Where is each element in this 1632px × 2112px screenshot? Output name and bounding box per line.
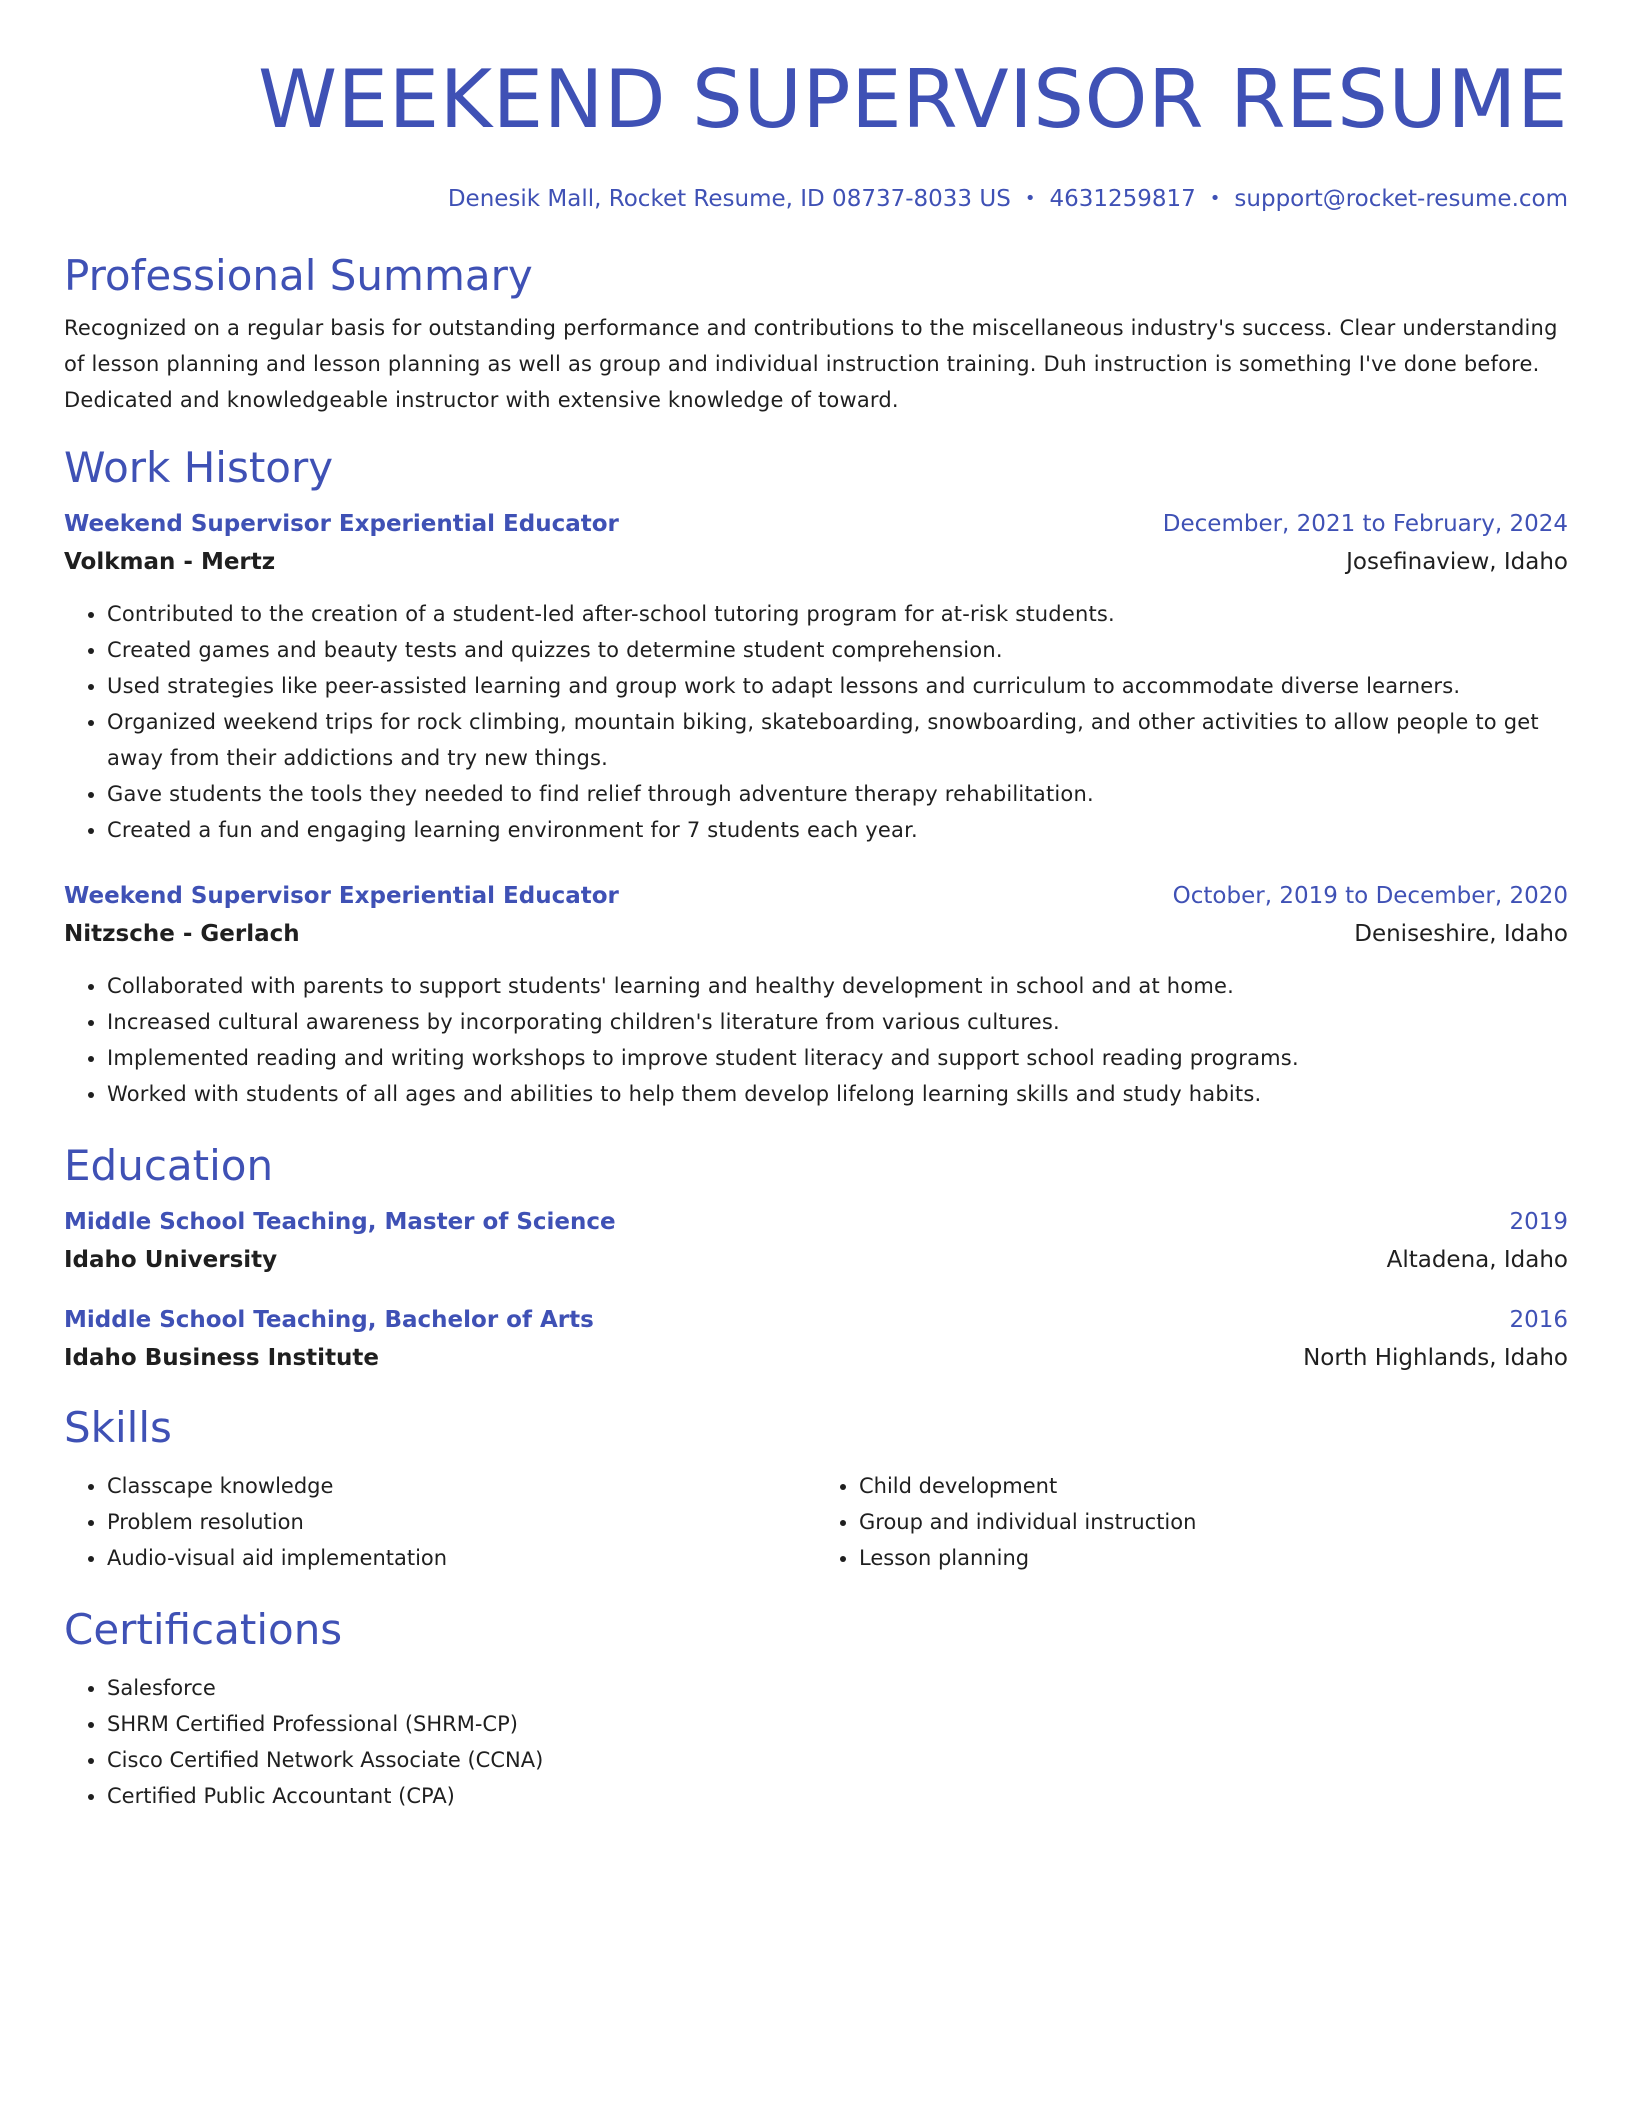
job-bullet: • Increased cultural awareness by incorporating children's literature from various cultures. xyxy=(107,1004,1568,1040)
education-degree: Middle School Teaching, Master of Science xyxy=(64,1209,616,1235)
job-entry xyxy=(64,508,1568,848)
skill-item: • Child development xyxy=(859,1468,1568,1504)
education-school: Idaho University xyxy=(64,1247,278,1273)
job-company: Volkman - Mertz xyxy=(64,549,276,575)
job-dates: December, 2021 to February, 2024 xyxy=(1162,511,1568,537)
job-bullet: • Created games and beauty tests and quizzes to determine student comprehension. xyxy=(107,632,1568,668)
education-location: Altadena, Idaho xyxy=(1386,1247,1568,1273)
skills-heading: Skills xyxy=(64,1403,172,1452)
contact-line xyxy=(64,184,1568,214)
job-bullet: • Worked with students of all ages and abilities to help them develop lifelong learning skills and study habits. xyxy=(107,1076,1568,1112)
certification-item: • Certified Public Accountant (CPA) xyxy=(107,1778,1568,1814)
skill-item: • Lesson planning xyxy=(859,1540,1568,1576)
job-bullet: • Created a fun and engaging learning environment for 7 students each year. xyxy=(107,812,1568,848)
skill-item: • Problem resolution xyxy=(107,1504,816,1540)
skills-list-left xyxy=(64,1468,816,1576)
skill-item: • Audio-visual aid implementation xyxy=(107,1540,816,1576)
education-entry xyxy=(64,1304,1568,1374)
job-location: Deniseshire, Idaho xyxy=(1354,921,1568,947)
job-entry xyxy=(64,880,1568,1112)
job-bullet: • Implemented reading and writing workshops to improve student literacy and support school reading programs. xyxy=(107,1040,1568,1076)
contact-phone: 4631259817 xyxy=(1049,186,1196,212)
education-heading: Education xyxy=(64,1141,274,1190)
education-year: 2019 xyxy=(1509,1209,1568,1235)
summary-text: Recognized on a regular basis for outstanding performance and contributions to the miscellaneous industry's success. Clear understanding of lesson planning and lesson planning as well as group and individual instruction training. Duh instruction is something I've done before. Dedicated and knowledgeable instructor with extensive knowledge of toward. xyxy=(64,316,1558,412)
job-bullet: • Organized weekend trips for rock climbing, mountain biking, skateboarding, snowboarding, and other activities to allow people to get away from their addictions and try new things. xyxy=(107,704,1568,776)
education-year: 2016 xyxy=(1509,1307,1568,1333)
skill-item: • Group and individual instruction xyxy=(859,1504,1568,1540)
certification-item: • Salesforce xyxy=(107,1670,1568,1706)
job-dates: October, 2019 to December, 2020 xyxy=(1172,883,1568,909)
contact-address: Denesik Mall, Rocket Resume, ID 08737-8033 US xyxy=(447,186,1011,212)
resume-title: WEEKEND SUPERVISOR RESUME xyxy=(257,53,1568,146)
skills-grid xyxy=(64,1468,1568,1576)
job-bullet: • Contributed to the creation of a student-led after-school tutoring program for at-risk students. xyxy=(107,596,1568,632)
job-bullet-list xyxy=(64,968,1568,1112)
job-bullet: • Used strategies like peer-assisted learning and group work to adapt lessons and curriculum to accommodate diverse learners. xyxy=(107,668,1568,704)
job-company: Nitzsche - Gerlach xyxy=(64,921,300,947)
job-role: Weekend Supervisor Experiential Educator xyxy=(64,883,619,909)
job-bullet-list xyxy=(64,596,1568,848)
certification-item: • SHRM Certified Professional (SHRM-CP) xyxy=(107,1706,1568,1742)
skill-item: • Classcape knowledge xyxy=(107,1468,816,1504)
contact-separator: • xyxy=(1024,188,1036,209)
certifications-heading: Certifications xyxy=(64,1605,343,1654)
job-role: Weekend Supervisor Experiential Educator xyxy=(64,511,619,537)
education-school: Idaho Business Institute xyxy=(64,1345,380,1371)
education-degree: Middle School Teaching, Bachelor of Arts xyxy=(64,1307,594,1333)
education-entry xyxy=(64,1206,1568,1276)
certification-item: • Cisco Certified Network Associate (CCNA) xyxy=(107,1742,1568,1778)
job-bullet: • Gave students the tools they needed to find relief through adventure therapy rehabilitation. xyxy=(107,776,1568,812)
certifications-list xyxy=(64,1670,1568,1814)
work-history-heading: Work History xyxy=(64,443,334,492)
skills-list-right xyxy=(816,1468,1568,1576)
summary-heading: Professional Summary xyxy=(64,251,533,300)
job-location: Josefinaview, Idaho xyxy=(1346,549,1568,575)
contact-separator: • xyxy=(1209,188,1221,209)
job-bullet: • Collaborated with parents to support students' learning and healthy development in school and at home. xyxy=(107,968,1568,1004)
education-location: North Highlands, Idaho xyxy=(1303,1345,1568,1371)
contact-email: support@rocket-resume.com xyxy=(1234,186,1568,212)
